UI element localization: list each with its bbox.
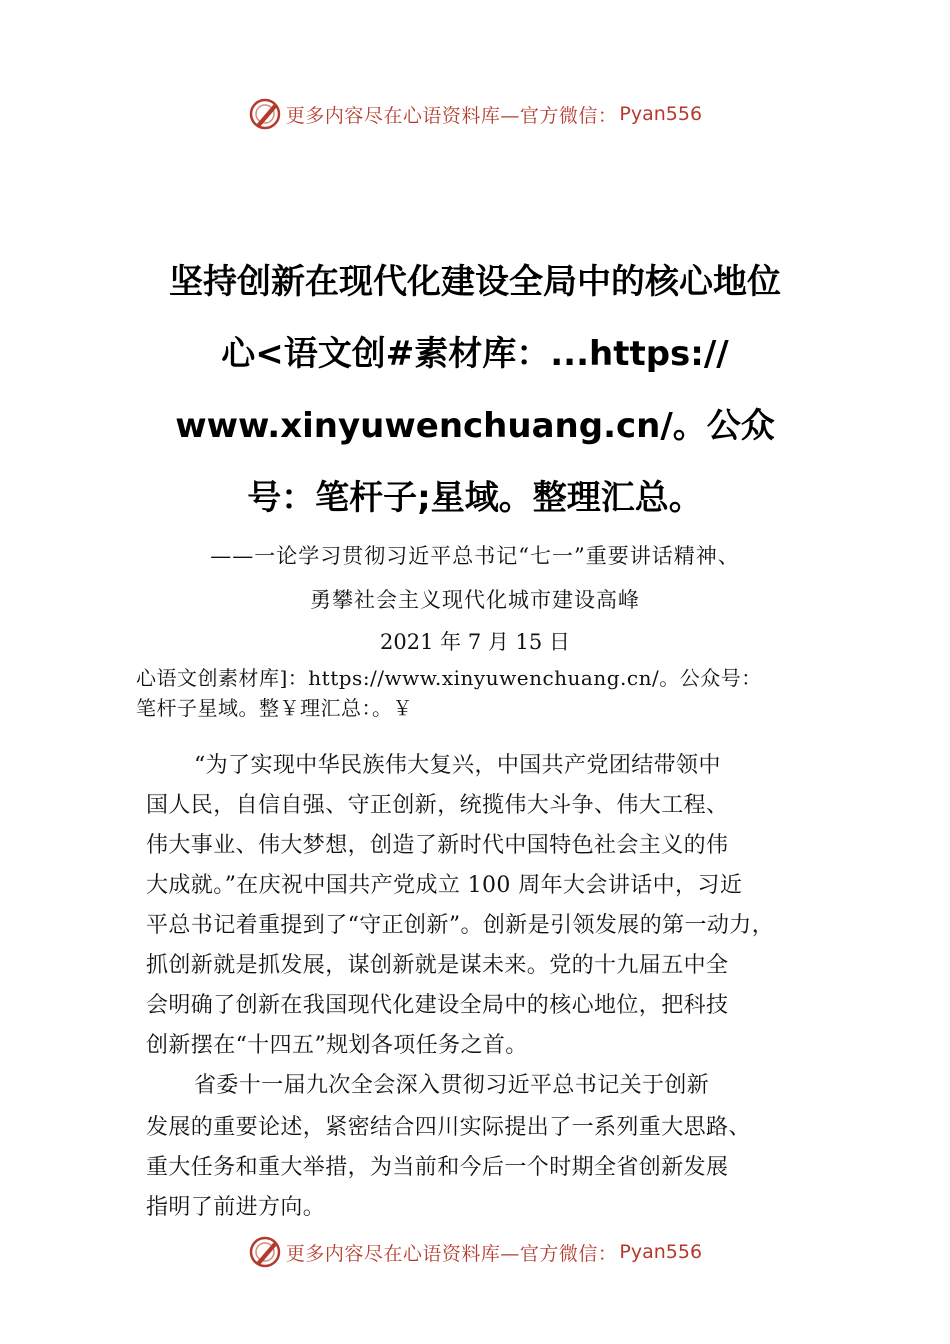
paragraph-line: 平总书记着重提到了“守正创新”。创新是引领发展的第一动力， xyxy=(146,913,775,938)
paragraph-line: 创新摆在“十四五”规划各项任务之首。 xyxy=(146,1033,528,1058)
pen-logo-icon xyxy=(248,1235,282,1269)
document-title xyxy=(0,252,950,540)
title-line: www.xinyuwenchuang.cn/。公众 xyxy=(175,406,775,446)
banner-wechat-id: Pyan556 xyxy=(619,1241,703,1263)
paragraph-line: 大成就。”在庆祝中国共产党成立 100 周年大会讲话中，习近 xyxy=(146,873,743,898)
paragraph-line: 省委十一届九次全会深入贯彻习近平总书记关于创新 xyxy=(194,1073,710,1098)
title-line: 心<语文创#素材库：...https:// xyxy=(221,334,729,374)
paragraph-line: 指明了前进方向。 xyxy=(146,1195,326,1220)
banner-text: 更多内容尽在心语资料库—官方微信： xyxy=(285,104,618,127)
paragraph-line: 会明确了创新在我国现代化建设全局中的核心地位，把科技 xyxy=(146,993,729,1018)
paragraph-line: 重大任务和重大举措，为当前和今后一个时期全省创新发展 xyxy=(146,1155,729,1180)
title-line: 坚持创新在现代化建设全局中的核心地位 xyxy=(169,262,781,302)
banner-wechat-id: Pyan556 xyxy=(619,103,703,125)
paragraph-line: 国人民，自信自强、守正创新，统揽伟大斗争、伟大工程、 xyxy=(146,793,729,818)
paragraph-line: “为了实现中华民族伟大复兴，中国共产党团结带领中 xyxy=(194,753,721,778)
source-note-line: 笔杆子星域。整￥理汇总：。￥ xyxy=(136,696,413,720)
header-banner xyxy=(0,94,950,134)
source-note-line: 心语文创素材库]：https://www.xinyuwenchuang.cn/。公众号： xyxy=(136,666,762,690)
title-line: 号：笔杆子;星域。整理汇总。 xyxy=(247,478,703,518)
subtitle-line: 勇攀社会主义现代化城市建设高峰 xyxy=(310,588,640,612)
paragraph-line: 抓创新就是抓发展，谋创新就是谋未来。党的十九届五中全 xyxy=(146,953,729,978)
subtitle-line: ——一论学习贯彻习近平总书记“七一”重要讲话精神、 xyxy=(210,544,740,568)
paragraph-line: 伟大事业、伟大梦想，创造了新时代中国特色社会主义的伟 xyxy=(146,833,729,858)
paragraph-line: 发展的重要论述，紧密结合四川实际提出了一系列重大思路、 xyxy=(146,1115,751,1140)
pen-logo-icon xyxy=(248,97,282,131)
banner-text: 更多内容尽在心语资料库—官方微信： xyxy=(285,1242,618,1265)
publish-date: 2021 年 7 月 15 日 xyxy=(380,630,570,654)
footer-banner xyxy=(0,1232,950,1272)
